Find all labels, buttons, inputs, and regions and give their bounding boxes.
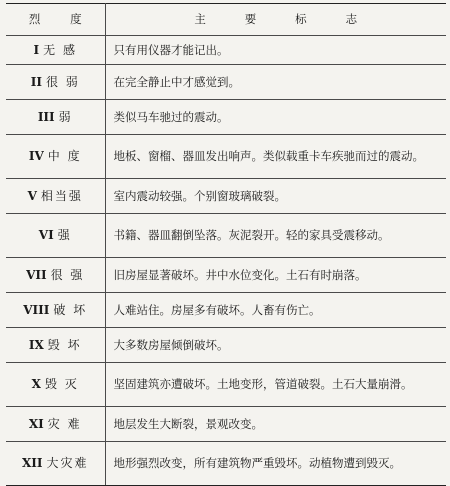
intensity-description: 类似马车驰过的震动。	[105, 100, 446, 135]
table-row	[6, 36, 446, 65]
intensity-description: 书籍、器皿翻倒坠落。灰泥裂开。轻的家具受震移动。	[105, 214, 446, 258]
table-row	[6, 100, 446, 135]
roman-numeral: I	[33, 42, 40, 57]
intensity-description: 旧房屋显著破坏。井中水位变化。土石有时崩落。	[105, 258, 446, 293]
table-row	[6, 293, 446, 328]
intensity-description: 地板、窗榴、器皿发出响声。类似载重卡车疾驰而过的震动。	[105, 135, 446, 179]
table-row	[6, 442, 446, 486]
intensity-name: 毁 坏	[47, 337, 82, 352]
intensity-name: 毁 灭	[44, 377, 79, 391]
intensity-level	[6, 179, 105, 214]
roman-numeral: IX	[28, 337, 44, 352]
roman-numeral: X	[31, 377, 41, 391]
intensity-table	[6, 3, 446, 486]
intensity-description: 只有用仪器才能记出。	[105, 36, 446, 65]
intensity-description: 大多数房屋倾倒破坏。	[105, 328, 446, 363]
intensity-name: 很 弱	[45, 74, 80, 89]
intensity-name: 破 坏	[53, 302, 88, 317]
intensity-description: 地层发生大断裂，景观改变。	[105, 407, 446, 442]
intensity-name: 无 感	[43, 42, 77, 57]
roman-numeral: II	[30, 74, 42, 89]
intensity-name: 灾 难	[47, 416, 82, 431]
intensity-name: 很 强	[50, 267, 85, 282]
intensity-description: 人难站住。房屋多有破坏。人畜有伤亡。	[105, 293, 446, 328]
header-intensity-char: 度	[70, 12, 82, 27]
intensity-name: 相当强	[40, 188, 83, 203]
roman-numeral: XI	[28, 416, 44, 431]
table-row	[6, 214, 446, 258]
header-main-signs	[105, 4, 446, 36]
intensity-level	[6, 65, 105, 100]
intensity-name: 中 度	[47, 149, 82, 163]
intensity-name: 弱	[58, 109, 73, 124]
table-row	[6, 258, 446, 293]
roman-numeral: V	[27, 188, 37, 203]
table-row	[6, 65, 446, 100]
header-signs-char: 主	[194, 12, 206, 27]
intensity-level	[6, 36, 105, 65]
intensity-level	[6, 363, 105, 407]
intensity-description: 坚固建筑亦遭破坏。土地变形，管道破裂。土石大量崩滑。	[105, 363, 446, 407]
intensity-level	[6, 293, 105, 328]
table-row	[6, 363, 446, 407]
header-signs-char: 标	[295, 12, 307, 27]
intensity-name: 大灾难	[46, 456, 89, 470]
roman-numeral: VII	[26, 267, 47, 282]
header-signs-char: 志	[345, 12, 358, 27]
intensity-description: 在完全静止中才感觉到。	[105, 65, 446, 100]
table-header-row	[6, 4, 446, 36]
header-intensity	[6, 4, 105, 36]
intensity-level	[6, 258, 105, 293]
roman-numeral: III	[37, 109, 55, 124]
intensity-level	[6, 214, 105, 258]
roman-numeral: XII	[21, 456, 43, 470]
table-row	[6, 135, 446, 179]
table-row	[6, 179, 446, 214]
table-row	[6, 407, 446, 442]
intensity-level	[6, 100, 105, 135]
header-signs-char: 要	[244, 12, 257, 27]
header-intensity-char: 烈	[28, 12, 41, 27]
intensity-level	[6, 407, 105, 442]
intensity-level	[6, 328, 105, 363]
table-row	[6, 328, 446, 363]
intensity-description: 室内震动较强。个别窗玻璃破裂。	[105, 179, 446, 214]
intensity-level	[6, 442, 105, 486]
roman-numeral: VI	[38, 228, 54, 242]
intensity-name: 强	[57, 228, 72, 242]
intensity-description: 地形强烈改变，所有建筑物严重毁坏。动植物遭到毁灭。	[105, 442, 446, 486]
roman-numeral: IV	[28, 149, 44, 163]
intensity-level	[6, 135, 105, 179]
roman-numeral: VIII	[23, 302, 50, 317]
